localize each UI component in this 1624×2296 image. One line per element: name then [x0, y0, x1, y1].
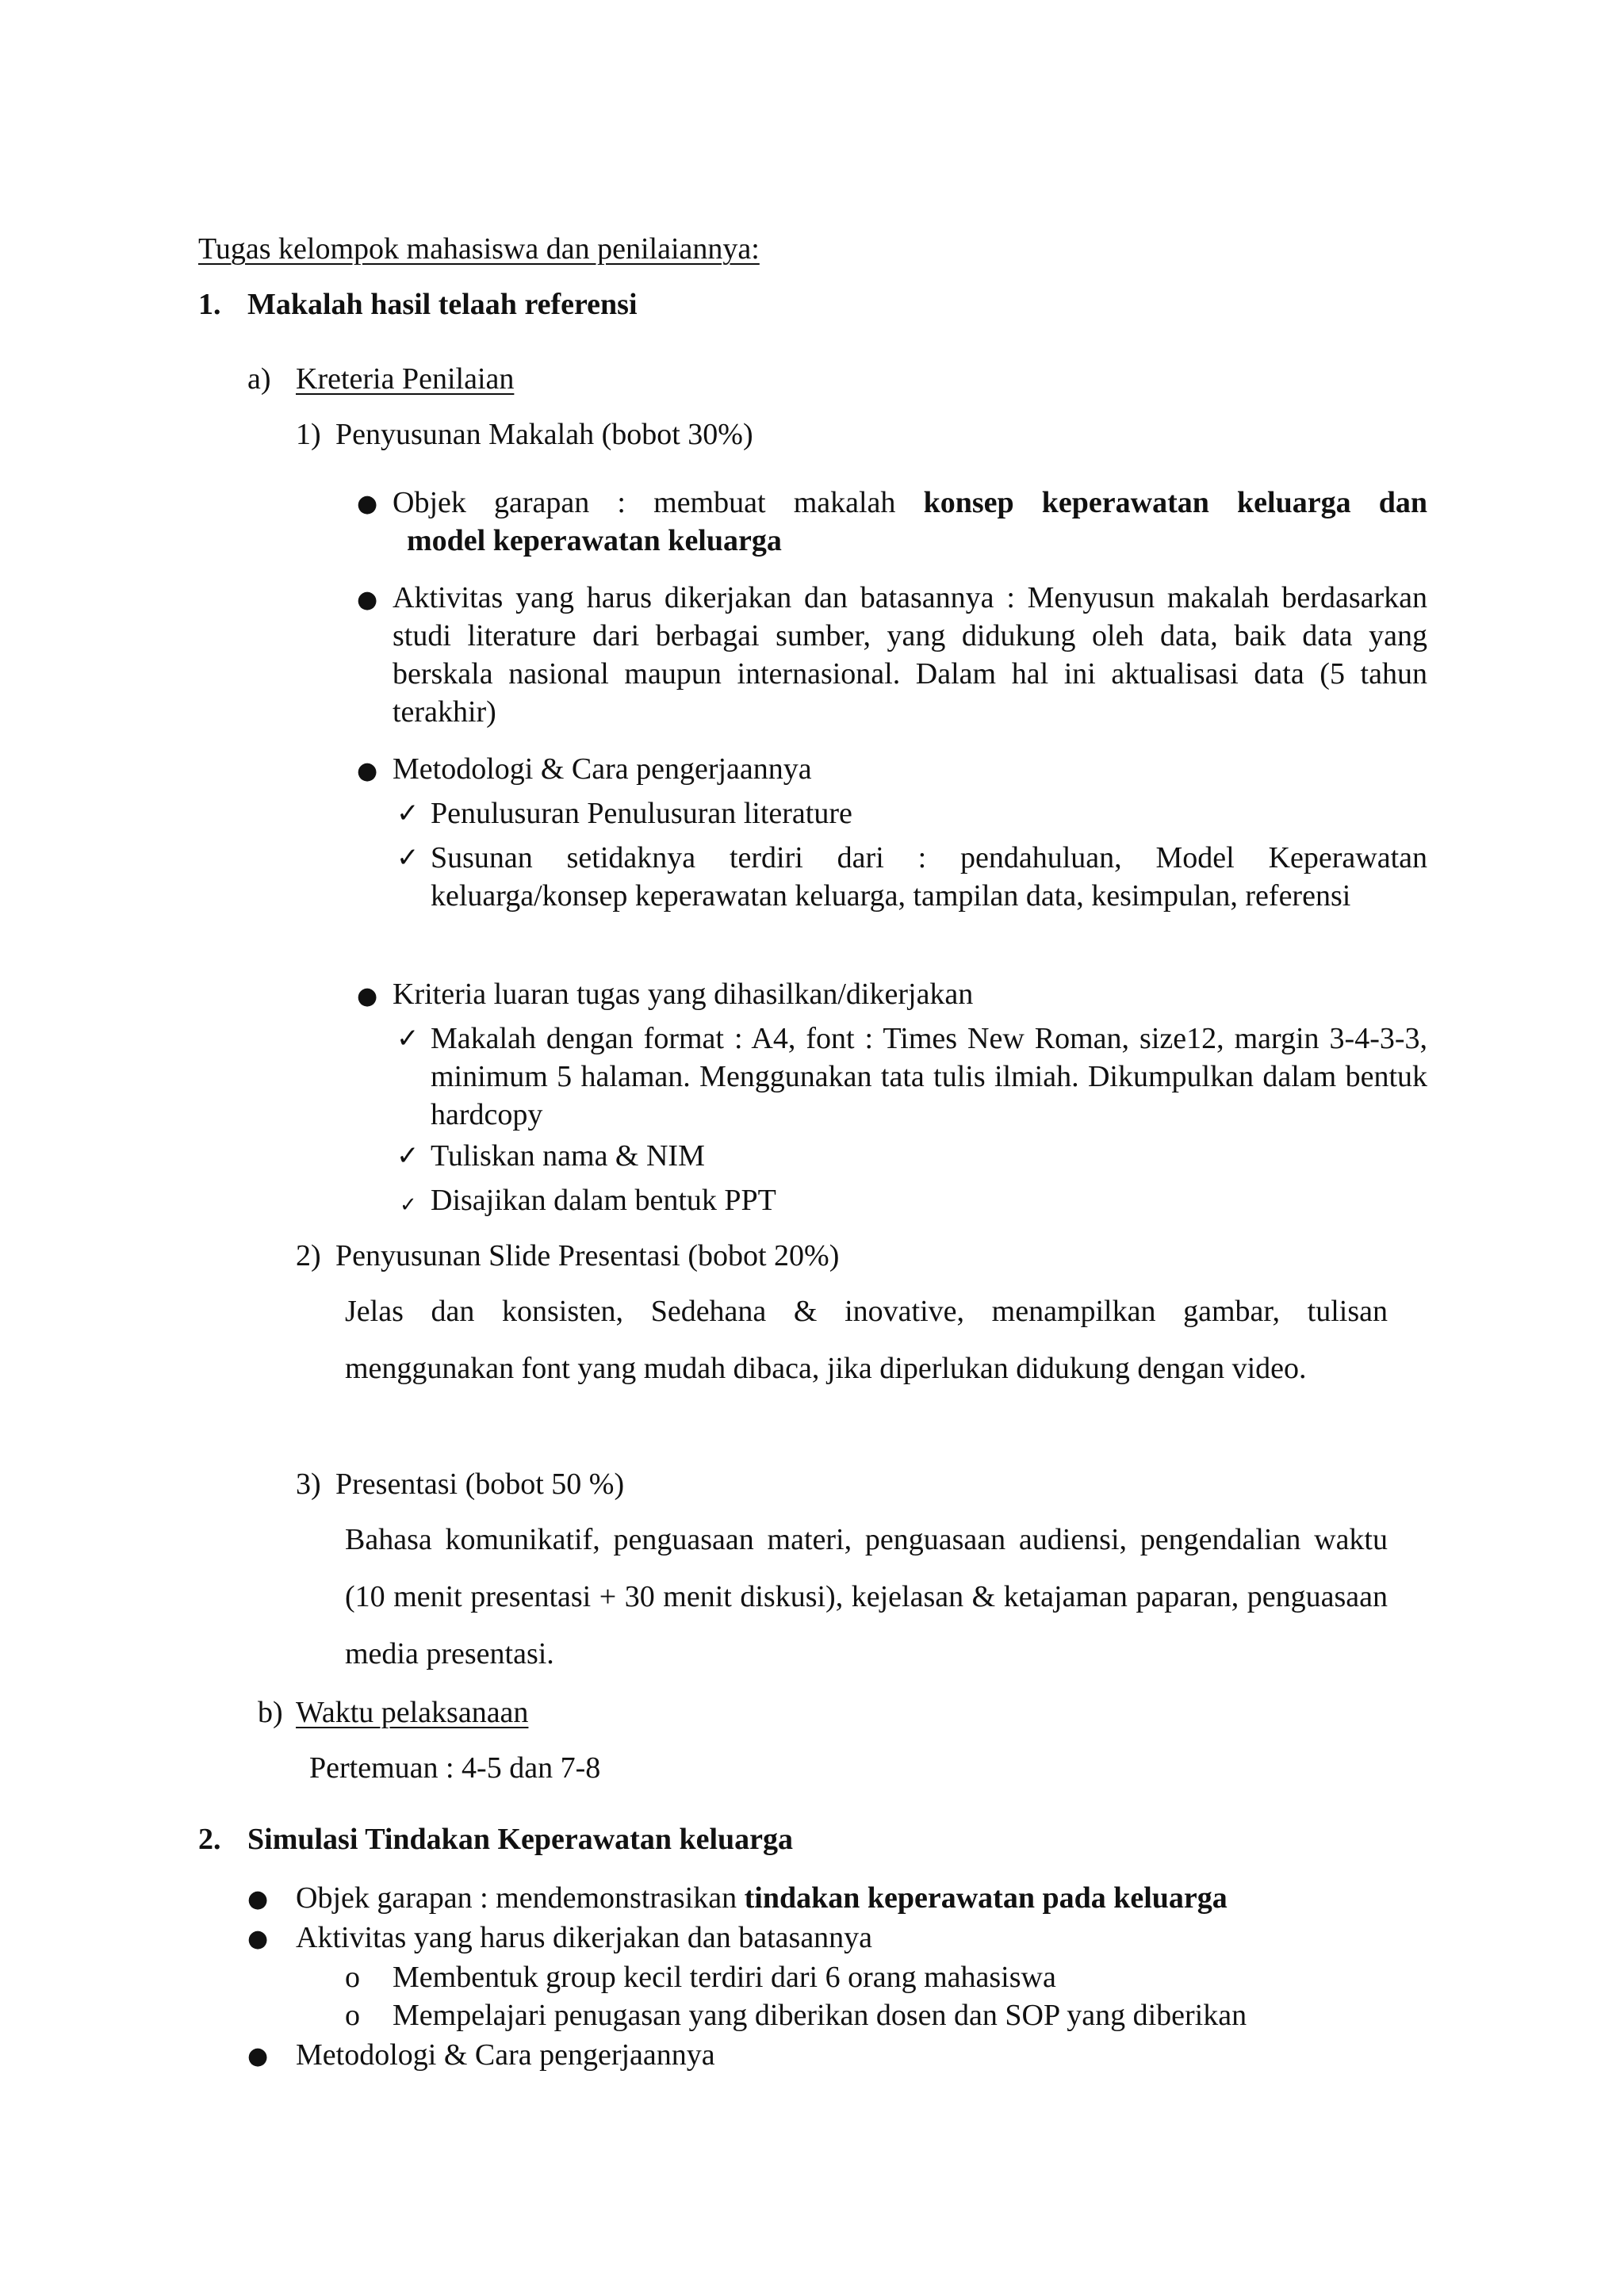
circle-bullet-icon: o [345, 1999, 360, 2032]
item-1-bullet-3-check-2: Susunan setidaknya terdiri dari : pendahuluan, Model Keperawatan keluarga/konsep keperawatan keluarga, tampilan data, kesimpulan, referensi [431, 841, 1427, 913]
bullet-icon: ● [357, 757, 378, 785]
item-3-description: Bahasa komunikatif, penguasaan materi, penguasaan audiensi, pengendalian waktu (10 menit presentasi + 30 menit diskusi), kejelasan & ketajaman paparan, penguasaan media presentasi. [345, 1523, 1388, 1670]
check-icon: ✓ [396, 798, 419, 829]
item-2-marker: 2) [296, 1239, 321, 1272]
subsection-b-title: Waktu pelaksanaan [296, 1696, 529, 1729]
item-1-bullet-3-check-1: Penulusuran Penulusuran literature [431, 797, 852, 830]
section-2-bullet-2-sub-1: Membentuk group kecil terdiri dari 6 orang mahasiswa [393, 1961, 1056, 1994]
section-2-bullet-3: Metodologi & Cara pengerjaannya [296, 2038, 715, 2072]
bullet-icon: ● [247, 1885, 269, 1913]
check-icon: ✓ [396, 1140, 419, 1172]
item-1-bullet-1-line-1: Objek garapan : membuat makalah konsep keperawatan keluarga dan [393, 486, 1427, 519]
subsection-a-marker: a) [247, 362, 271, 396]
subsection-a-title: Kreteria Penilaian [296, 362, 515, 396]
item-3-marker: 3) [296, 1468, 321, 1501]
section-2-bullet-2-sub-2: Mempelajari penugasan yang diberikan dosen dan SOP yang diberikan [393, 1999, 1247, 2032]
item-1-bullet-1-line-2: model keperawatan keluarga [407, 524, 782, 557]
section-2-number: 2. [198, 1823, 221, 1856]
check-icon: ✓ [396, 842, 419, 874]
item-2-title: Penyusunan Slide Presentasi (bobot 20%) [335, 1239, 840, 1272]
item-1-title: Penyusunan Makalah (bobot 30%) [335, 418, 753, 451]
item-1-bullet-4-check-3: Disajikan dalam bentuk PPT [431, 1184, 776, 1217]
item-1-marker: 1) [296, 418, 321, 451]
check-icon: ✓ [400, 1193, 417, 1217]
section-1-title: Makalah hasil telaah referensi [247, 288, 638, 321]
section-2-bullet-2: Aktivitas yang harus dikerjakan dan batasannya [296, 1921, 873, 1954]
bullet-icon: ● [247, 2042, 269, 2070]
subsection-b-text: Pertemuan : 4-5 dan 7-8 [309, 1751, 601, 1785]
bullet-icon: ● [357, 490, 378, 518]
item-2-description: Jelas dan konsisten, Sedehana & inovative, menampilkan gambar, tulisan menggunakan font yang mudah dibaca, jika diperlukan didukung dengan video. [345, 1295, 1388, 1385]
item-1-bullet-4: Kriteria luaran tugas yang dihasilkan/dikerjakan [393, 978, 974, 1011]
section-2-title: Simulasi Tindakan Keperawatan keluarga [247, 1823, 794, 1856]
item-1-bullet-4-check-1: Makalah dengan format : A4, font : Times New Roman, size12, margin 3-4-3-3, minimum 5 halaman. Menggunakan tata tulis ilmiah. Dikumpulkan dalam bentuk hardcopy [431, 1022, 1427, 1131]
item-1-bullet-4-check-2: Tuliskan nama & NIM [431, 1139, 705, 1173]
bullet-icon: ● [357, 982, 378, 1010]
section-2-bullet-1: Objek garapan : mendemonstrasikan tindakan keperawatan pada keluarga [296, 1881, 1228, 1915]
page-heading: Tugas kelompok mahasiswa dan penilaiannya: [198, 232, 760, 266]
item-1-bullet-3: Metodologi & Cara pengerjaannya [393, 752, 812, 786]
check-icon: ✓ [396, 1023, 419, 1054]
bullet-icon: ● [247, 1925, 269, 1953]
subsection-b-marker: b) [258, 1696, 283, 1729]
section-1-number: 1. [198, 288, 221, 321]
item-3-title: Presentasi (bobot 50 %) [335, 1468, 625, 1501]
bullet-icon: ● [357, 586, 378, 614]
circle-bullet-icon: o [345, 1961, 360, 1994]
item-1-bullet-2: Aktivitas yang harus dikerjakan dan batasannya : Menyusun makalah berdasarkan studi literature dari berbagai sumber, yang didukung oleh data, baik data yang berskala nasional maupun internasional. Dalam hal ini aktualisasi data (5 tahun terakhir) [393, 581, 1427, 729]
